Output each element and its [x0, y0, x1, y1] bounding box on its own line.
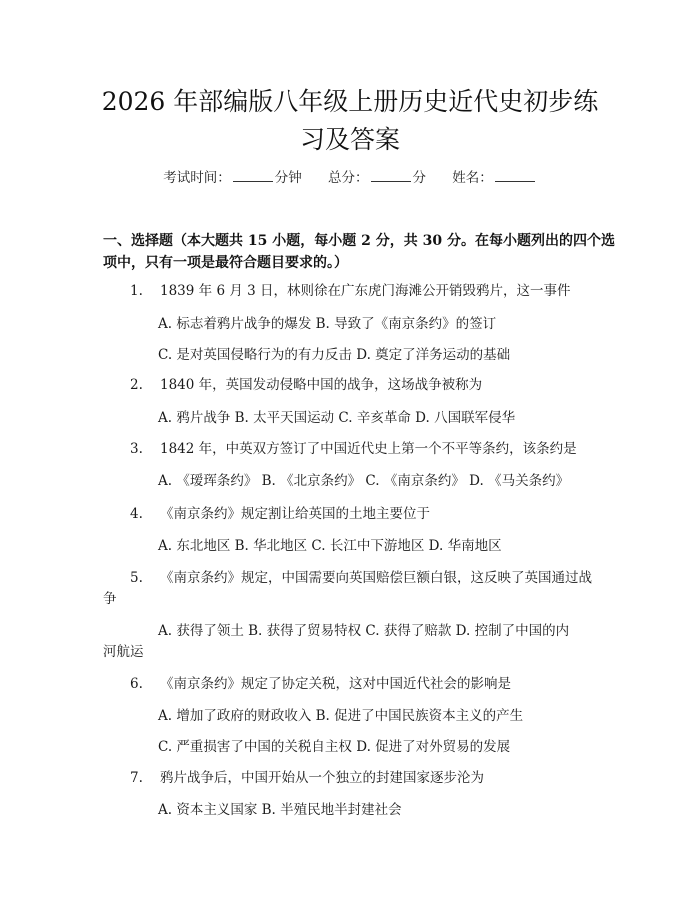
question-options: A. 标志着鸦片战争的爆发 B. 导致了《南京条约》的签订 [158, 316, 497, 332]
question-number: 6. [130, 676, 143, 692]
question-text: 鸦片战争后，中国开始从一个独立的封建国家逐步沦为 [160, 770, 484, 786]
exam-name-label: 姓名： [452, 170, 493, 186]
exam-name-blank [495, 169, 535, 182]
exam-time-unit: 分钟 [274, 170, 302, 186]
section-header [103, 230, 623, 274]
question-number: 4. [130, 506, 143, 522]
question-text: 1842 年，中英双方签订了中国近代史上第一个不平等条约，该条约是 [160, 441, 577, 457]
exam-time [163, 166, 302, 186]
exam-time-label: 考试时间： [163, 170, 231, 186]
question-options: A. 鸦片战争 B. 太平天国运动 C. 辛亥革命 D. 八国联军侵华 [158, 410, 516, 426]
exam-score-blank [371, 169, 411, 182]
question-number: 5. [130, 570, 143, 586]
question-options-wrap: 河航运 [103, 644, 144, 660]
question-options: A. 《瑷珲条约》 B. 《北京条约》 C. 《南京条约》 D. 《马关条约》 [158, 473, 570, 489]
question-options: C. 严重损害了中国的关税自主权 D. 促进了对外贸易的发展 [158, 739, 511, 755]
section-header-line-2: 项中，只有一项是最符合题目要求的。） [103, 255, 348, 271]
question-number: 1. [130, 283, 143, 299]
exam-score-label: 总分： [328, 170, 369, 186]
question-text-wrap: 争 [103, 591, 117, 607]
question-text: 1839 年 6 月 3 日，林则徐在广东虎门海滩公开销毁鸦片，这一事件 [160, 283, 571, 299]
exam-time-blank [233, 169, 273, 182]
question-options: A. 获得了领土 B. 获得了贸易特权 C. 获得了赔款 D. 控制了中国的内 [158, 623, 570, 639]
question-text: 《南京条约》规定了协定关税，这对中国近代社会的影响是 [160, 676, 511, 692]
exam-info-row [0, 166, 700, 186]
page-title-line-1: 2026 年部编版八年级上册历史近代史初步练 [101, 87, 599, 116]
question-number: 2. [130, 377, 143, 393]
exam-score-unit: 分 [412, 170, 426, 186]
question-options: A. 增加了政府的财政收入 B. 促进了中国民族资本主义的产生 [158, 708, 524, 724]
question-text: 《南京条约》规定割让给英国的土地主要位于 [160, 506, 430, 522]
page-title-line-2: 习及答案 [299, 125, 400, 154]
question-text: 1840 年，英国发动侵略中国的战争，这场战争被称为 [160, 377, 483, 393]
exam-name [452, 166, 537, 186]
question-options: A. 东北地区 B. 华北地区 C. 长江中下游地区 D. 华南地区 [158, 538, 502, 554]
question-text: 《南京条约》规定，中国需要向英国赔偿巨额白银，这反映了英国通过战 [160, 570, 592, 586]
question-options: A. 资本主义国家 B. 半殖民地半封建社会 [158, 802, 402, 818]
section-header-line-1: 一、选择题（本大题共 15 小题，每小题 2 分，共 30 分。在每小题列出的四个选 [103, 233, 615, 249]
exam-score [328, 166, 426, 186]
question-number: 3. [130, 441, 143, 457]
question-options: C. 是对英国侵略行为的有力反击 D. 奠定了洋务运动的基础 [158, 347, 511, 363]
question-number: 7. [130, 770, 143, 786]
